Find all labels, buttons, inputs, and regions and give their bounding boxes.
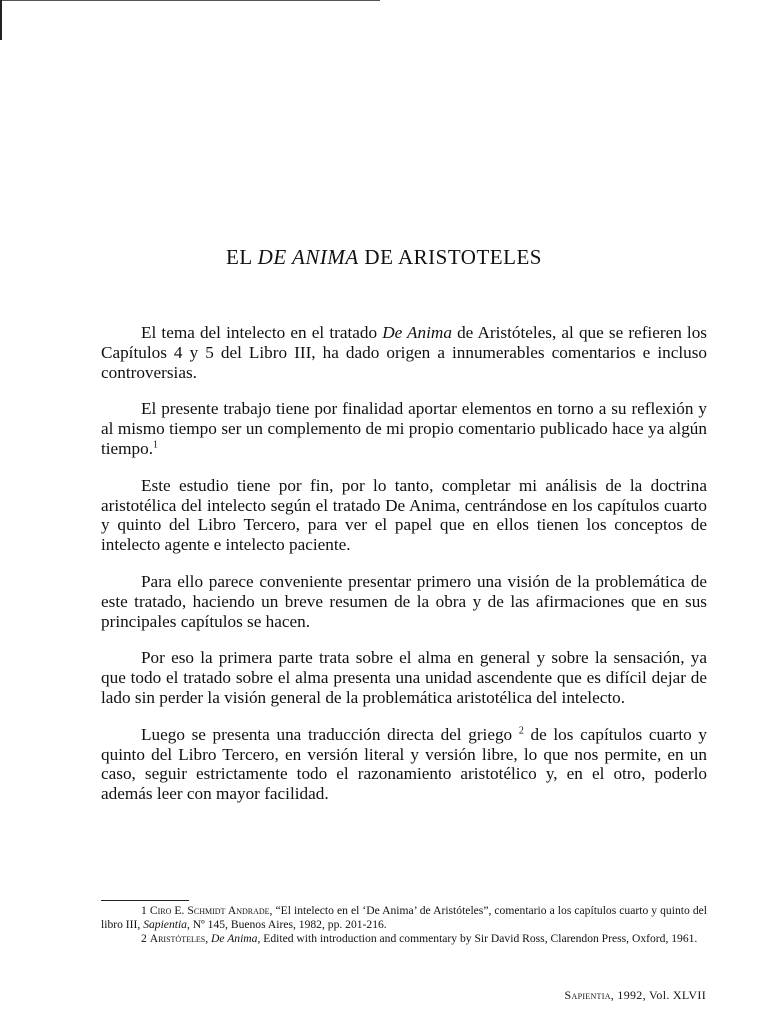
running-footer — [565, 988, 706, 1003]
footnote-2-number: 2 — [141, 931, 147, 945]
paragraph-1-text-b: de Aristóteles, al que se refieren los Capítulos 4 y 5 del Libro III, ha dado origen a innumerables comentarios e incluso controversias. — [101, 323, 707, 382]
footnote-1-journal: Sapientia — [143, 917, 187, 931]
footnote-rule — [101, 900, 189, 901]
paragraph-1-text-a: El tema del intelecto en el tratado — [141, 323, 383, 342]
title-italic: DE ANIMA — [257, 245, 359, 269]
footnote-ref-1: 1 — [153, 439, 159, 451]
footnote-1-text-a: , “El intelecto en el ‘De Anima’ de Aristóteles”, comentario a los capítulos cuarto y quinto del libro III, — [101, 904, 707, 931]
paragraph-4: Para ello parece conveniente presentar primero una visión de la problemática de este tratado, haciendo un breve resumen de la obra y de las afirmaciones que en sus principales capítulos se hacen. — [101, 571, 707, 631]
footnote-2-italic: De Anima — [210, 931, 258, 945]
footnote-1 — [101, 904, 707, 932]
paragraph-1-italic: De Anima — [382, 323, 452, 342]
article-body — [101, 323, 707, 804]
title-suffix: DE ARISTOTELES — [358, 245, 542, 269]
footer-journal: Sapientia — [564, 988, 611, 1002]
footnote-1-author: Ciro E. Schmidt Andrade — [149, 904, 270, 917]
page-left-edge — [0, 0, 5, 40]
footnote-ref-2: 2 — [518, 725, 524, 737]
paragraph-6-text-a: Luego se presenta una traducción directa del griego — [141, 724, 513, 744]
paragraph-2-text: El presente trabajo tiene por finalidad aportar elementos en torno a su reflexión y al mismo tiempo ser un complemento de mi propio comentario publicado hace ya algún tiempo. — [101, 399, 707, 458]
paragraph-2 — [101, 399, 707, 458]
footnote-1-number: 1 — [141, 904, 147, 917]
title-prefix: EL — [226, 245, 258, 269]
footnote-2 — [101, 932, 707, 946]
footnote-2-text-b: , Edited with introduction and commentary by Sir David Ross, Clarendon Press, Oxford, 1961. — [257, 931, 698, 945]
footnote-2-text-a: , — [205, 931, 211, 945]
page-top-edge — [0, 0, 380, 1]
footnote-2-author: Aristóteles — [149, 931, 206, 945]
footnote-1-text-b: , Nº 145, Buenos Aires, 1982, pp. 201-216. — [186, 917, 387, 931]
paragraph-1 — [101, 323, 707, 382]
footer-issue: , 1992, Vol. XLVII — [610, 988, 706, 1002]
paragraph-5: Por eso la primera parte trata sobre el alma en general y sobre la sensación, ya que todo el tratado sobre el alma presenta una unidad ascendente que es difícil dejar de lado sin perder la visión general de la problemática aristotélica del intelecto. — [101, 648, 707, 707]
paragraph-6-text-b: de los capítulos cuarto y quinto del Libro Tercero, en versión literal y versión libre, lo que nos permite, en un caso, seguir estrictamente todo el razonamiento aristotélico y, en el otro, poderlo además leer con mayor facilidad. — [101, 724, 708, 804]
footnotes — [101, 904, 707, 945]
paragraph-6 — [101, 725, 707, 804]
paragraph-3: Este estudio tiene por fin, por lo tanto, completar mi análisis de la doctrina aristotélica del intelecto según el tratado De Anima, centrándose en los capítulos cuarto y quinto del Libro Tercero, para ver el papel que en ellos tienen los conceptos de intelecto agente e intelecto paciente. — [101, 475, 707, 555]
article-title — [0, 245, 768, 270]
